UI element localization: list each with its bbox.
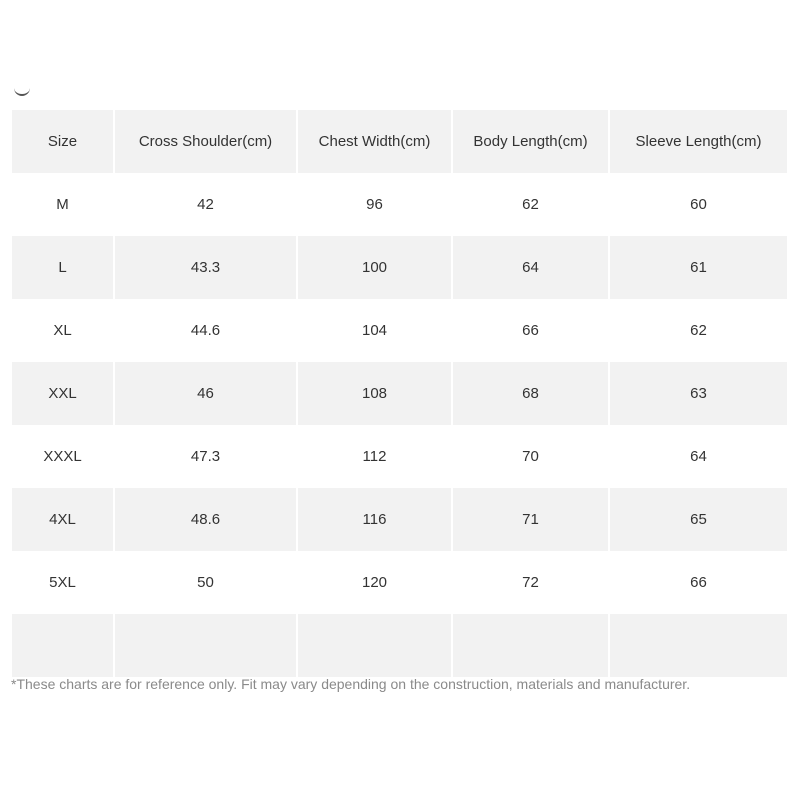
sleeve-length-cell: 62 — [690, 322, 707, 339]
sleeve-length-cell — [609, 614, 787, 677]
table-row — [12, 425, 787, 488]
chest-width-cell: 100 — [297, 236, 452, 299]
size-cell: L — [12, 236, 114, 299]
chest-width-cell: 104 — [297, 299, 452, 362]
size-cell — [12, 614, 114, 677]
cross-shoulder-cell: 46 — [114, 362, 297, 425]
header-chest-width: Chest Width(cm) — [297, 110, 452, 173]
sleeve-length-cell: 60 — [690, 196, 707, 213]
body-length-cell: 64 — [452, 236, 609, 299]
table-row-empty — [12, 614, 787, 677]
cross-shoulder-cell: 47.3 — [114, 425, 297, 488]
body-length-cell — [452, 614, 609, 677]
size-chart-table — [12, 110, 787, 677]
size-cell: M — [12, 173, 114, 236]
cross-shoulder-cell: 43.3 — [114, 236, 297, 299]
header-size: Size — [12, 110, 114, 173]
table-row — [12, 551, 787, 614]
cross-shoulder-cell: 42 — [114, 173, 297, 236]
header-row — [12, 110, 787, 173]
body-length-cell: 72 — [452, 551, 609, 614]
reference-disclaimer: *These charts are for reference only. Fit may vary depending on the construction, materials and manufacturer. — [11, 676, 691, 692]
sleeve-length-cell: 63 — [690, 385, 707, 402]
table-row — [12, 299, 787, 362]
sleeve-length-cell: 66 — [690, 574, 707, 591]
sleeve-length-cell: 64 — [690, 448, 707, 465]
cross-shoulder-cell: 48.6 — [114, 488, 297, 551]
size-cell: XXL — [12, 362, 114, 425]
cropped-icon-fragment — [14, 88, 30, 96]
header-body-length: Body Length(cm) — [452, 110, 609, 173]
body-length-cell: 68 — [452, 362, 609, 425]
cross-shoulder-cell: 50 — [114, 551, 297, 614]
size-cell: XXXL — [12, 425, 114, 488]
header-sleeve-length: Sleeve Length(cm) — [635, 133, 762, 150]
table-row — [12, 488, 787, 551]
body-length-cell: 66 — [452, 299, 609, 362]
table-row — [12, 173, 787, 236]
body-length-cell: 70 — [452, 425, 609, 488]
size-cell: 4XL — [12, 488, 114, 551]
size-cell: 5XL — [12, 551, 114, 614]
body-length-cell: 62 — [452, 173, 609, 236]
chest-width-cell: 108 — [297, 362, 452, 425]
chest-width-cell: 116 — [297, 488, 452, 551]
sleeve-length-cell: 65 — [690, 511, 707, 528]
header-cross-shoulder: Cross Shoulder(cm) — [114, 110, 297, 173]
cross-shoulder-cell: 44.6 — [114, 299, 297, 362]
chest-width-cell: 120 — [297, 551, 452, 614]
sleeve-length-cell: 61 — [690, 259, 707, 276]
table-row — [12, 236, 787, 299]
cross-shoulder-cell — [114, 614, 297, 677]
size-cell: XL — [12, 299, 114, 362]
chest-width-cell — [297, 614, 452, 677]
table-row — [12, 362, 787, 425]
chest-width-cell: 112 — [297, 425, 452, 488]
body-length-cell: 71 — [452, 488, 609, 551]
chest-width-cell: 96 — [297, 173, 452, 236]
